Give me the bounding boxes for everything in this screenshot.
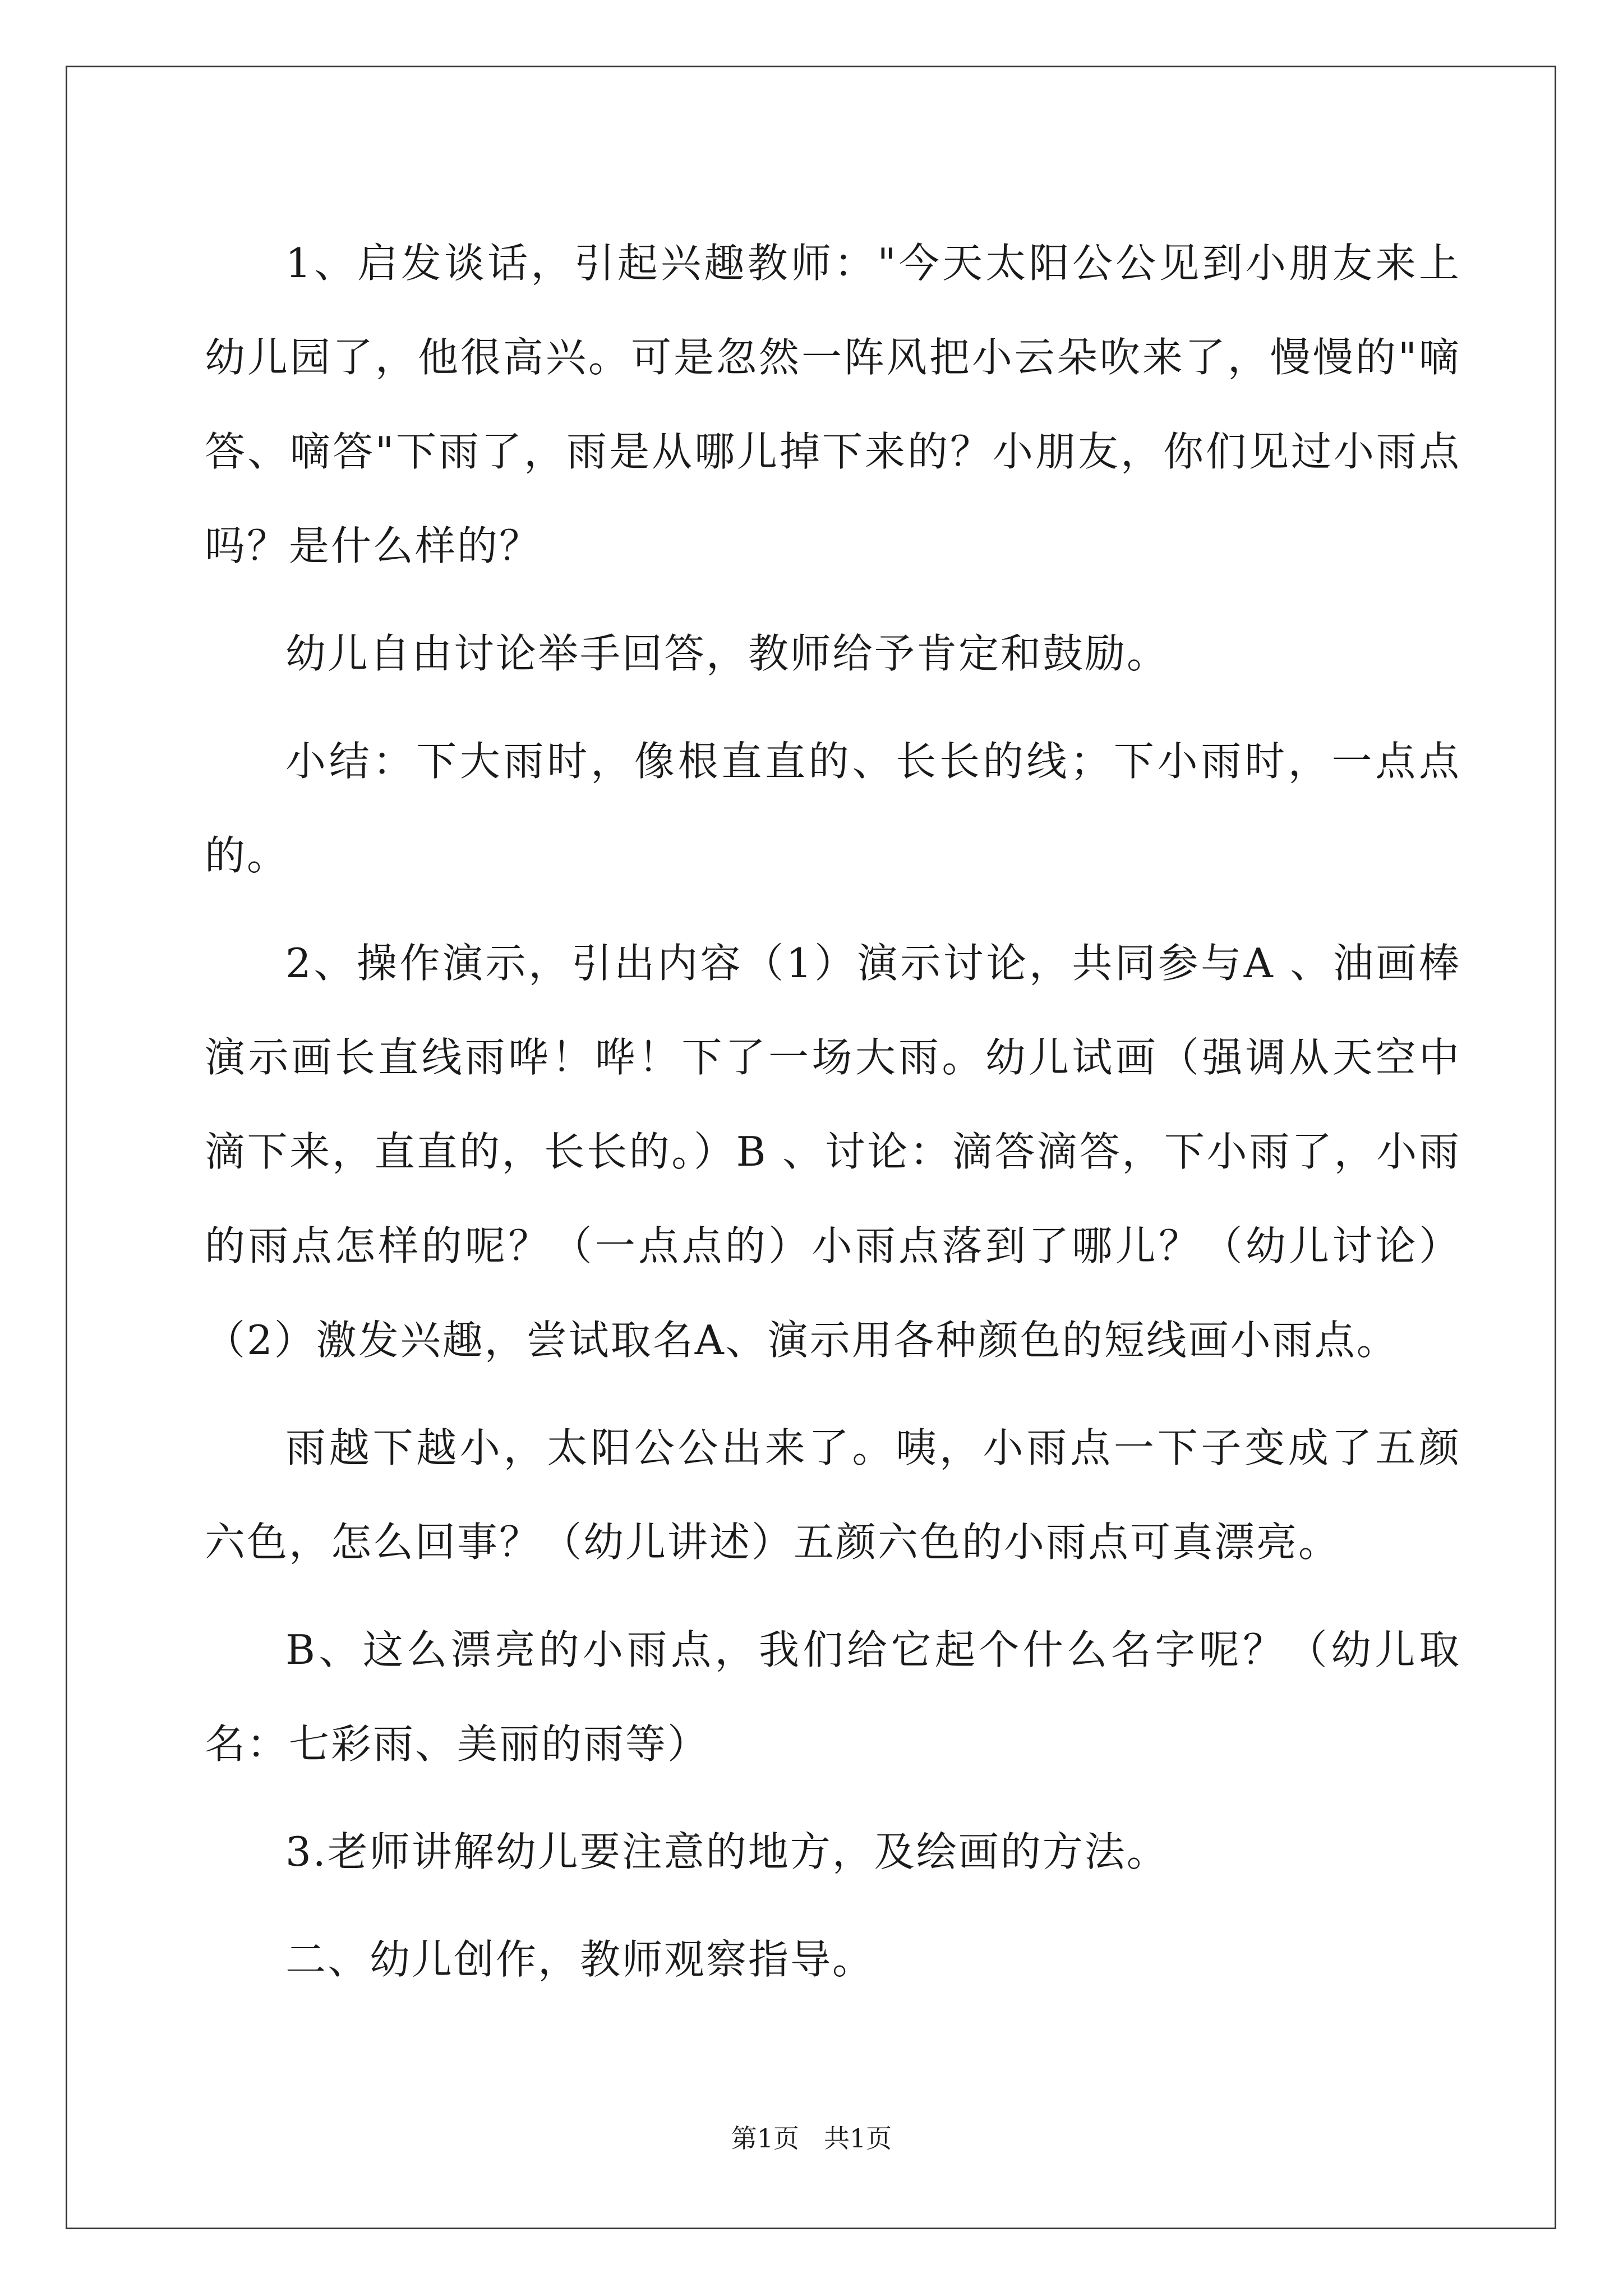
page-footer — [0, 2122, 1623, 2155]
paragraph: 雨越下越小，太阳公公出来了。咦，小雨点一下子变成了五颜六色，怎么回事？（幼儿讲述）五颜六色的小雨点可真漂亮。 — [205, 1424, 1461, 1566]
paragraph: 3.老师讲解幼儿要注意的地方，及绘画的方法。 — [285, 1828, 1169, 1875]
page-number-total: 共1页 — [824, 2123, 892, 2154]
paragraph: 1、启发谈话，引起兴趣教师："今天太阳公公见到小朋友来上幼儿园了，他很高兴。可是忽然一阵风把小云朵吹来了，慢慢的"嘀答、嘀答"下雨了，雨是从哪儿掉下来的？小朋友，你们见过小雨点吗？是什么样的？ — [205, 240, 1461, 569]
page-number-current: 第1页 — [731, 2123, 799, 2154]
paragraph: B、这么漂亮的小雨点，我们给它起个什么名字呢？（幼儿取名：七彩雨、美丽的雨等） — [205, 1626, 1461, 1768]
paragraph: 小结：下大雨时，像根直直的、长长的线；下小雨时，一点点的。 — [205, 738, 1461, 879]
paragraph: 幼儿自由讨论举手回答，教师给予肯定和鼓励。 — [285, 630, 1169, 677]
paragraph: 二、幼儿创作，教师观察指导。 — [285, 1936, 875, 1983]
paragraph: 2、操作演示，引出内容（1）演示讨论，共同参与A 、油画棒演示画长直线雨哗！哗！下了一场大雨。幼儿试画（强调从天空中滴下来，直直的，长长的。）B 、讨论：滴答滴答，下小雨了，小雨的雨点怎样的呢？（一点点的）小雨点落到了哪儿？（幼儿讨论）（2）激发兴趣，尝试取名A、演示用各种颜色的短线画小雨点。 — [205, 940, 1461, 1364]
document-body — [205, 216, 1461, 2007]
